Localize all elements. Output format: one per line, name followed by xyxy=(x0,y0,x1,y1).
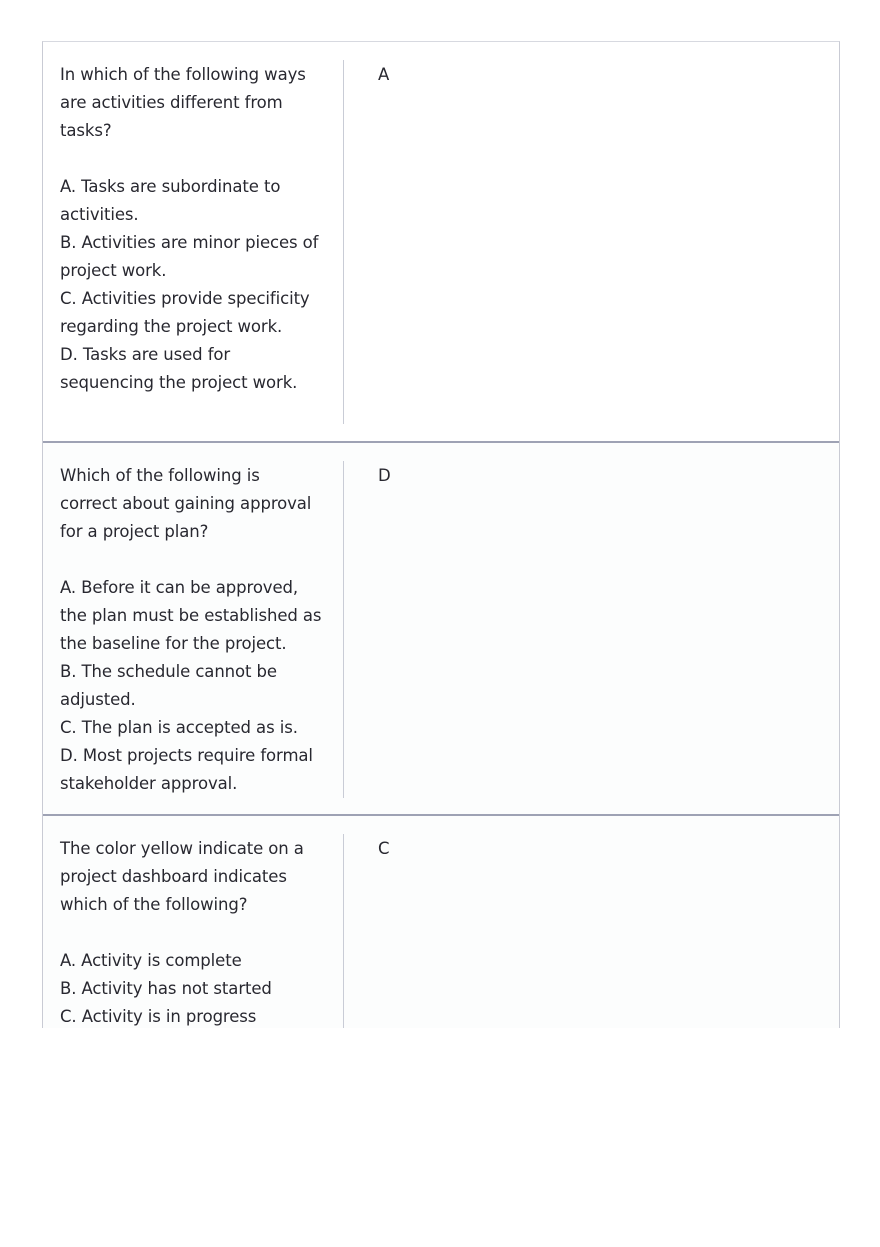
question-stem: Which of the following is correct about gaining approval for a project plan? xyxy=(60,466,312,541)
option-a: A. Activity is complete xyxy=(60,951,242,970)
option-b: B. Activity has not started xyxy=(60,979,272,998)
question-stem: The color yellow indicate on a project dashboard indicates which of the following? xyxy=(60,839,304,914)
question-text xyxy=(60,61,325,397)
column-divider xyxy=(343,60,344,424)
option-a: A. Tasks are subordinate to activities. xyxy=(60,177,281,224)
column-divider xyxy=(343,461,344,798)
flashcard xyxy=(43,816,839,1028)
option-c: C. The plan is accepted as is. xyxy=(60,718,298,737)
column-divider xyxy=(343,834,344,1028)
option-c: C. Activity is in progress xyxy=(60,1007,257,1026)
answer-text: A xyxy=(378,65,390,84)
answer-text: C xyxy=(378,839,390,858)
option-b: B. The schedule cannot be adjusted. xyxy=(60,662,277,709)
option-c: C. Activities provide specificity regarding the project work. xyxy=(60,289,310,336)
option-a: A. Before it can be approved, the plan must be established as the baseline for the project. xyxy=(60,578,322,653)
flashcard xyxy=(43,443,839,816)
answer-text: D xyxy=(378,466,391,485)
option-d: D. Tasks are used for sequencing the project work. xyxy=(60,345,298,392)
option-b: B. Activities are minor pieces of project work. xyxy=(60,233,319,280)
question-text xyxy=(60,835,325,1028)
option-d: D. Most projects require formal stakeholder approval. xyxy=(60,746,313,793)
question-text xyxy=(60,462,325,798)
flashcard-list xyxy=(42,41,840,1028)
flashcard xyxy=(43,42,839,443)
question-stem: In which of the following ways are activities different from tasks? xyxy=(60,65,306,140)
